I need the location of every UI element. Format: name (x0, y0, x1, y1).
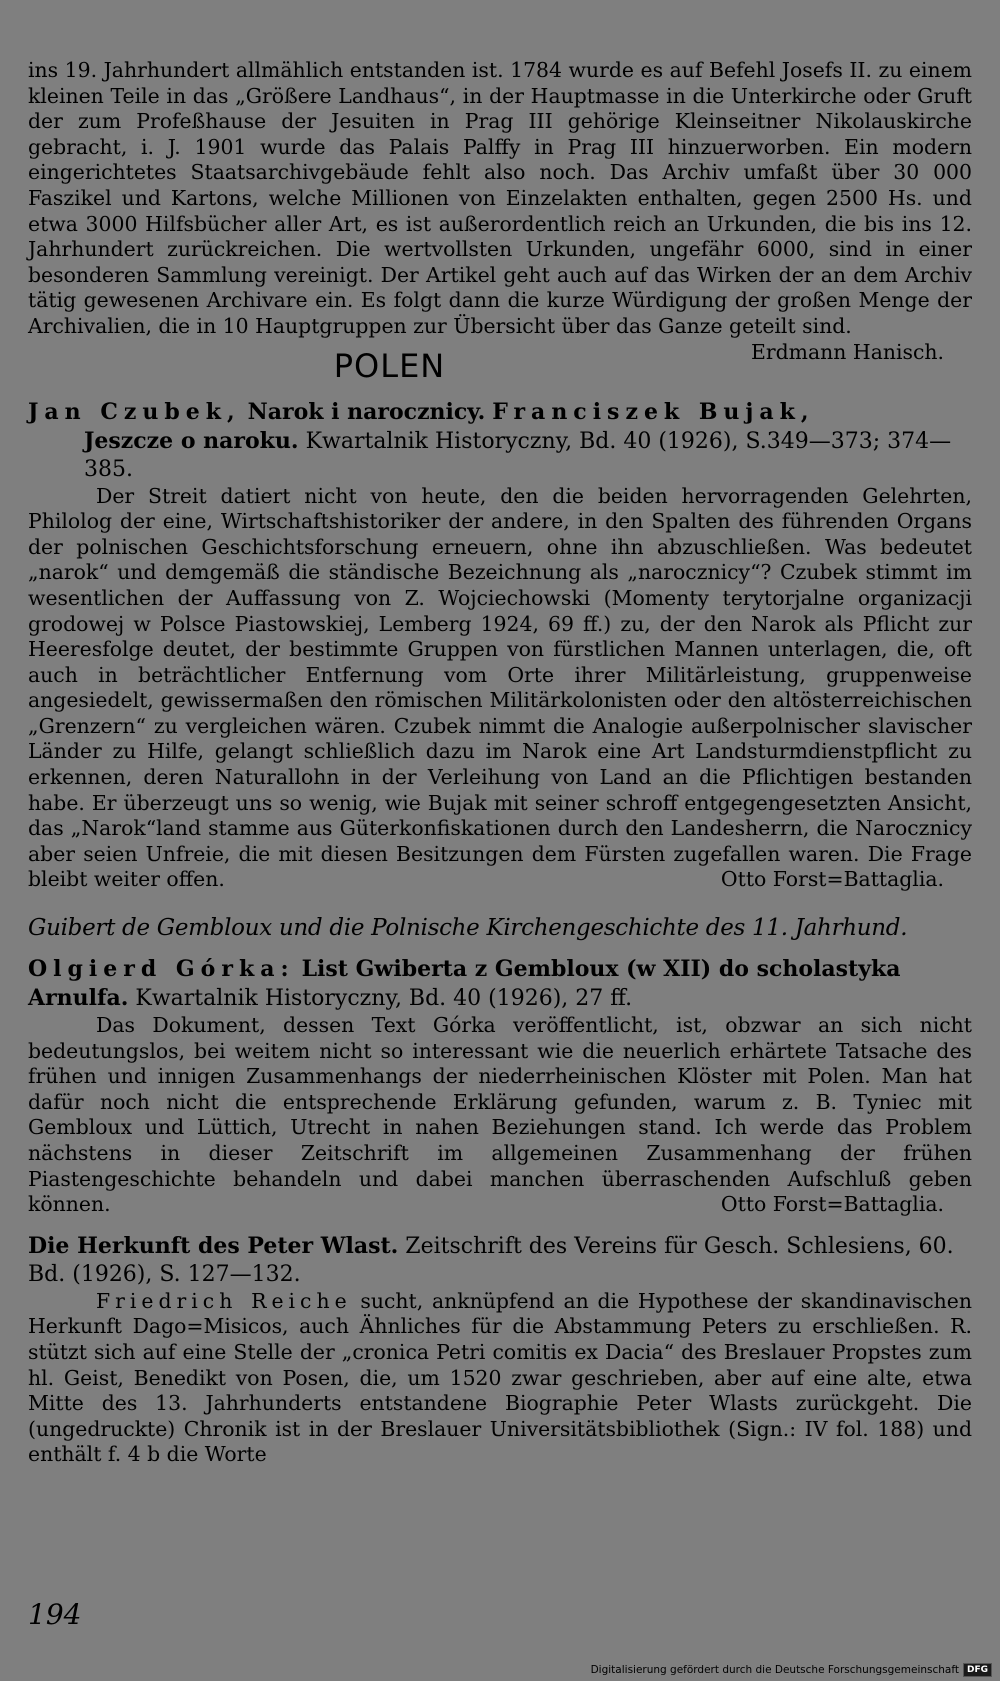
top-paragraph-signature: Erdmann Hanisch. (750, 339, 944, 364)
entry1-body (28, 484, 972, 894)
entry2-heading (28, 955, 972, 1013)
entry1-title2: Jeszcze o naroku. (84, 427, 299, 454)
top-paragraph-text: ins 19. Jahrhundert allmählich entstanden ist. 1784 wurde es auf Befehl Josefs II. zu einem kleinen Teile in das „Größere Landhaus“, in der Hauptmasse in die Unterkirche oder Gruft der zum Profeßhause der Jesuiten in Prag III gehörige Kleinseitner Nikolauskirche gebracht, i. J. 1901 wurde das Palais Palffy in Prag III hinzuerworben. Ein modern eingerichtetes Staatsarchivgebäude fehlt also noch. Das Archiv umfaßt über 30 000 Faszikel und Kartons, welche Millionen von Einzelakten enthalten, gegen 2500 Hs. und etwa 3000 Hilfsbücher aller Art, es ist außerordentlich reich an Urkunden, die bis ins 12. Jahrhundert zurückreichen. Die wertvollsten Urkunden, ungefähr 6000, sind in einer besonderen Sammlung vereinigt. Der Artikel geht auch auf das Wirken der an dem Archiv tätig gewesenen Archivare ein. Es folgt dann die kurze Würdigung der großen Menge der Archivalien, die in 10 Hauptgruppen zur Übersicht über das Ganze geteilt sind. (28, 58, 972, 338)
footer-credit: Digitalisierung gefördert durch die Deutsche Forschungsgemeinschaft (590, 1664, 959, 1676)
entry2-body-text: Das Dokument, dessen Text Górka veröffentlicht, ist, obzwar an sich nicht bedeutungslos, bei weitem nicht so interessant wie die neuerlich erhärtete Tatsache des frühen und innigen Zusammenhangs der niederrheinischen Klöster mit Polen. Man hat dafür noch nicht die entsprechende Erklärung gefunden, warum z. B. Tyniec mit Gembloux und Lüttich, Utrecht in nahen Beziehungen stand. Ich werde das Problem nächstens in dieser Zeitschrift im allgemeinen Zusammenhang der frühen Piastengeschichte behandeln und dabei manchen überraschenden Aufschluß geben können. (28, 1013, 972, 1217)
page-content (28, 58, 972, 1468)
entry1-source: Kwartalnik Historyczny, Bd. 40 (1926), S.349—373; 374—385. (84, 428, 952, 482)
entry3-body-text: sucht, anknüpfend an die Hypothese der skandinavischen Herkunft Dago=Misicos, auch Ähnliches für die Abstammung Peters zu erschließen. R. stützt sich auf eine Stelle der „cronica Petri comitis ex Dacia“ des Breslauer Propstes zum hl. Geist, Benedikt von Posen, die, um 1520 zwar geschrieben, aber auf eine alte, etwa Mitte des 13. Jahrhunderts entstandene Biographie Peter Wlasts zurückgeht. Die (ungedruckte) Chronik ist in der Breslauer Universitätsbibliothek (Sign.: IV fol. 188) und enthält f. 4 b die Worte (28, 1288, 973, 1467)
entry3-body (28, 1289, 972, 1468)
entry2-body (28, 1013, 972, 1218)
footer (591, 1663, 992, 1677)
entry1-signature: Otto Forst=Battaglia. (720, 867, 944, 892)
page-number: 194 (28, 1598, 82, 1631)
entry3-title: Die Herkunft des Peter Wlast. (28, 1232, 399, 1259)
section-title: POLEN (333, 346, 446, 385)
entry1-author2: Franciszek Bujak, (492, 398, 815, 425)
entry2-source: Kwartalnik Historyczny, Bd. 40 (1926), 27 ff. (135, 986, 633, 1012)
entry1-title1: Narok i narocznicy. (247, 398, 486, 425)
entry3-author: Friedrich Reiche (96, 1288, 352, 1313)
entry2-author: Olgierd Górka: (28, 956, 295, 983)
entry1-author1: Jan Czubek, (28, 398, 241, 425)
top-paragraph (28, 58, 972, 364)
entry1-body-text: Der Streit datiert nicht von heute, den die beiden hervorragenden Gelehrten, Philolog der eine, Wirtschaftshistoriker der andere, in den Spalten des führenden Organs der polnischen Geschichtsforschung erneuern, ohne ihn abzuschließen. Was bedeutet „narok“ und demgemäß die ständische Bezeichnung als „narocznicy“? Czubek stimmt im wesentlichen der Auffassung von Z. Wojciechowski (Momenty terytorjalne organizacji grodowej w Polsce Piastowskiej, Lemberg 1924, 69 ff.) zu, der den Narok als Pflicht zur Heeresfolge deutet, der bestimmte Gruppen von fürstlichen Mannen unterlagen, die, oft auch in beträchtlicher Entfernung vom Orte ihrer Militärleistung, gruppenweise angesiedelt, gewissermaßen den römischen Militärkolonisten oder den altösterreichischen „Grenzern“ zu vergleichen wären. Czubek nimmt die Analogie außerpolnischer slavischer Länder zu Hilfe, gelangt schließlich dazu im Narok eine Art Landsturmdienstpflicht zu erkennen, deren Naturallohn in der Verleihung von Land an die Pflichtigen bestanden habe. Er überzeugt uns so wenig, wie Bujak mit seiner schroff entgegengesetzten Ansicht, das „Narok“land stamme aus Güterkonfiskationen durch den Landesherrn, die Narocznicy aber seien Unfreie, die mit diesen Besitzungen dem Fürsten zugefallen waren. Die Frage bleibt weiter offen. (28, 483, 972, 892)
entry3-source: Zeitschrift des Vereins für Gesch. Schlesiens, 60. Bd. (1926), S. 127—132. (28, 1233, 954, 1287)
entry1-cont (28, 427, 972, 484)
subheading: Guibert de Gembloux und die Polnische Kirchengeschichte des 11. Jahrhund. (28, 915, 908, 942)
entry3-heading (28, 1232, 972, 1289)
entry1-heading (28, 398, 972, 484)
dfg-logo-icon: DFG (963, 1663, 992, 1677)
entry2-signature: Otto Forst=Battaglia. (720, 1192, 944, 1217)
entry2-title: List Gwiberta z Gembloux (w XII) do scholastyka Arnulfa. (28, 956, 901, 1012)
